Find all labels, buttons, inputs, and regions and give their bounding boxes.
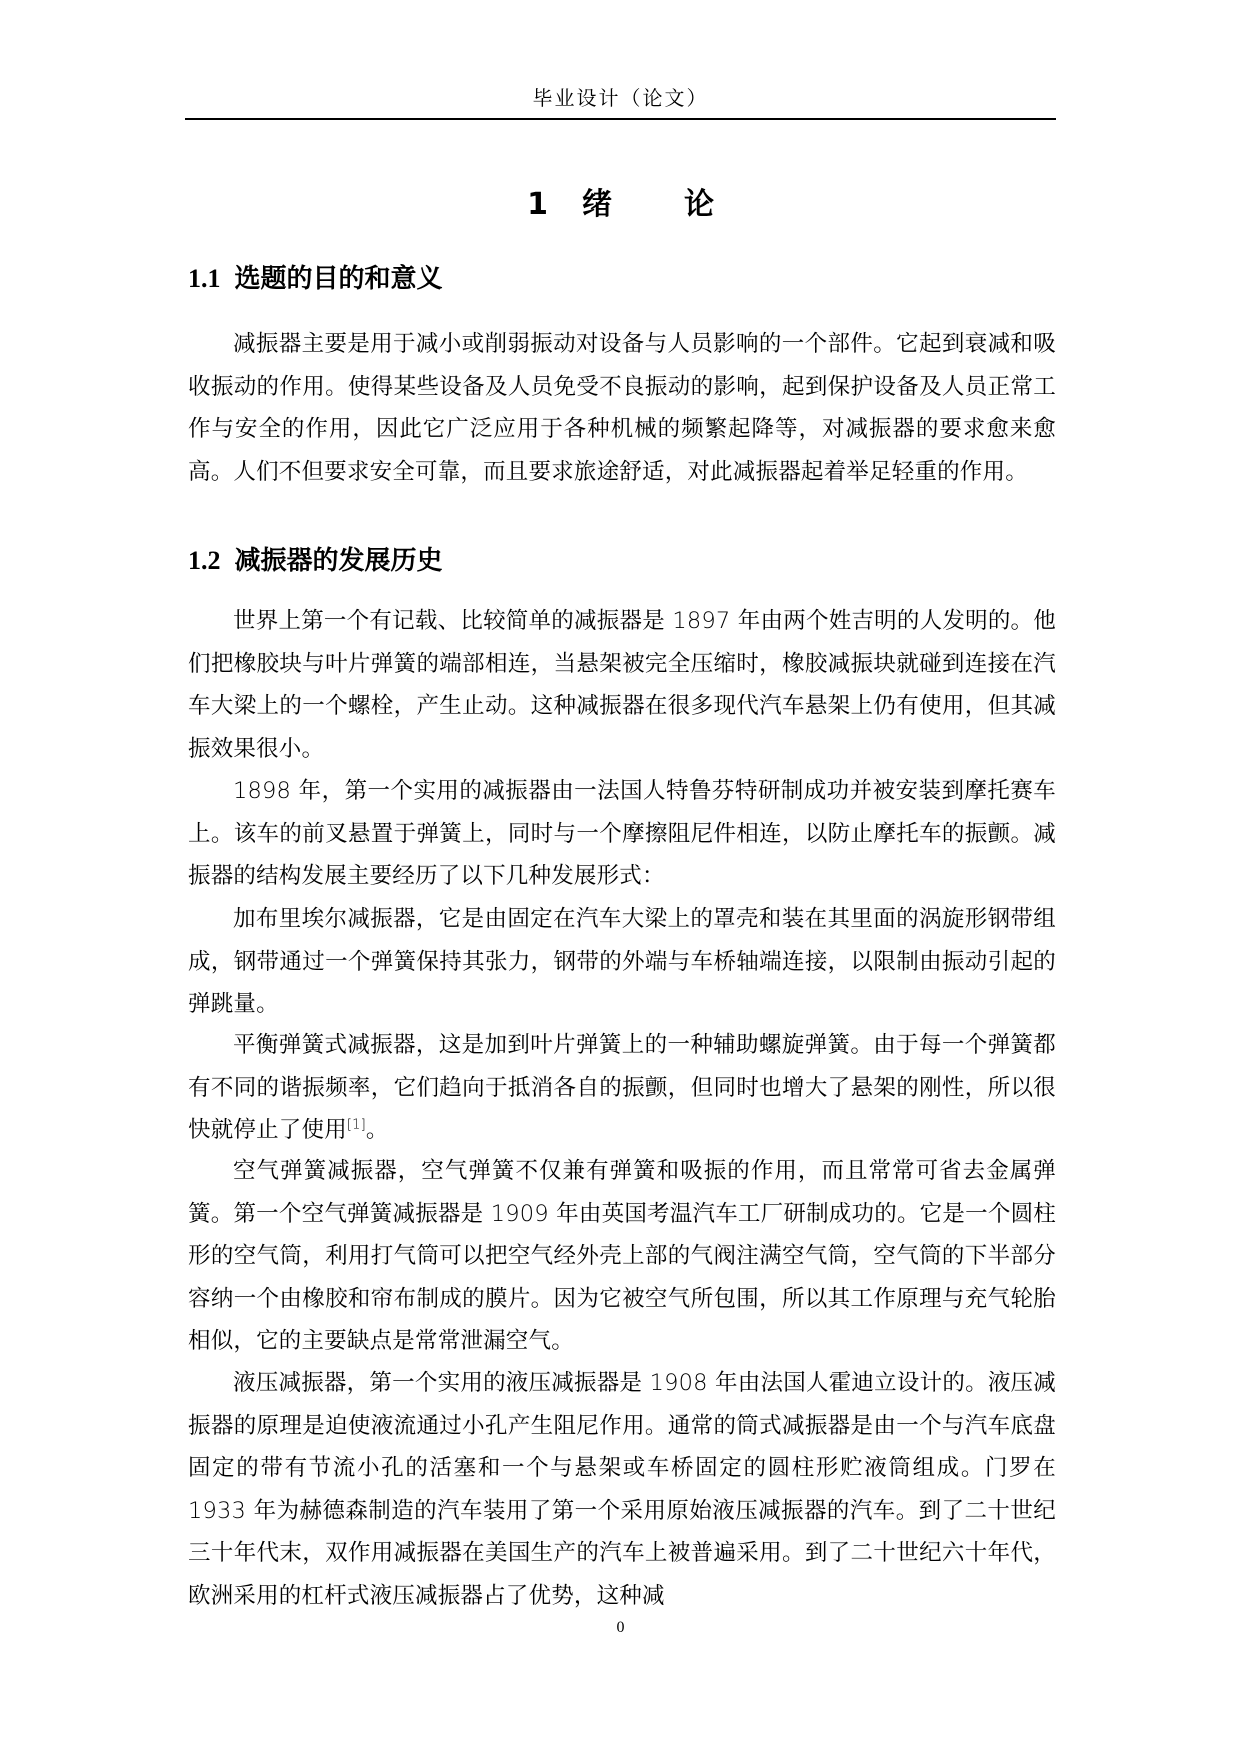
chapter-number: 1 bbox=[527, 187, 548, 222]
section-number: 1.1 bbox=[188, 264, 221, 293]
body-paragraph: 1898 年，第一个实用的减振器由一法国人特鲁芬特研制成功并被安装到摩托赛车上。该车的前叉悬置于弹簧上，同时与一个摩擦阻尼件相连，以防止摩托车的振颤。减振器的结构发展主要经历了以下几种发展形式： bbox=[188, 778, 1056, 889]
body-paragraph: 世界上第一个有记载、比较简单的减振器是 1897 年由两个姓吉明的人发明的。他们把橡胶块与叶片弹簧的端部相连，当悬架被完全压缩时，橡胶减振块就碰到连接在汽车大梁上的一个螺栓，产生止动。这种减振器在很多现代汽车悬架上仍有使用，但其减振效果很小。 bbox=[188, 608, 1056, 762]
body-paragraph: 加布里埃尔减振器，它是由固定在汽车大梁上的罩壳和装在其里面的涡旋形钢带组成，钢带通过一个弹簧保持其张力，钢带的外端与车桥轴端连接，以限制由振动引起的弹跳量。 bbox=[188, 906, 1056, 1017]
section-heading-1-2 bbox=[188, 545, 443, 577]
chapter-title-char-2: 论 bbox=[683, 187, 714, 222]
body-paragraph-with-citation bbox=[188, 1024, 1056, 1152]
section-heading-1-1 bbox=[188, 263, 443, 295]
header-rule bbox=[185, 118, 1056, 120]
section-title-text: 减振器的发展历史 bbox=[234, 546, 443, 576]
body-paragraph: 减振器主要是用于减小或削弱振动对设备与人员影响的一个部件。它起到衰减和吸收振动的作用。使得某些设备及人员免受不良振动的影响，起到保护设备及人员正常工作与安全的作用，因此它广泛应用于各种机械的频繁起降等，对减振器的要求愈来愈高。人们不但要求安全可靠，而且要求旅途舒适，对此减振器起着举足轻重的作用。 bbox=[188, 331, 1056, 485]
body-paragraph: 空气弹簧减振器，空气弹簧不仅兼有弹簧和吸振的作用，而且常常可省去金属弹簧。第一个空气弹簧减振器是 1909 年由英国考温汽车工厂研制成功的。它是一个圆柱形的空气筒，利用打气筒可以把空气经外壳上部的气阀注满空气筒，空气筒的下半部分容纳一个由橡胶和帘布制成的膜片。因为它被空气所包围，所以其工作原理与充气轮胎相似，它的主要缺点是常常泄漏空气。 bbox=[188, 1158, 1056, 1354]
running-header: 毕业设计（论文） bbox=[532, 86, 709, 110]
section-title-text: 选题的目的和意义 bbox=[234, 264, 443, 294]
paragraph-text: 平衡弹簧式减振器，这是加到叶片弹簧上的一种辅助螺旋弹簧。由于每一个弹簧都有不同的谐振频率，它们趋向于抵消各自的振颤，但同时也增大了悬架的刚性，所以很快就停止了使用 bbox=[188, 1032, 1056, 1143]
paragraph-punctuation: 。 bbox=[365, 1117, 389, 1143]
page-number: 0 bbox=[616, 1619, 625, 1636]
chapter-title-char-1: 绪 bbox=[581, 187, 612, 222]
citation-marker: [1] bbox=[346, 1117, 366, 1133]
body-paragraph: 液压减振器，第一个实用的液压减振器是 1908 年由法国人霍迪立设计的。液压减振器的原理是迫使液流通过小孔产生阻尼作用。通常的筒式减振器是由一个与汽车底盘固定的带有节流小孔的活塞和一个与悬架或车桥固定的圆柱形贮液筒组成。门罗在 1933 年为赫德森制造的汽车装用了第一个采用原始液压减振器的汽车。到了二十世纪三十年代末，双作用减振器在美国生产的汽车上被普遍采用。到了二十世纪六十年代，欧洲采用的杠杆式液压减振器占了优势，这种减 bbox=[188, 1370, 1056, 1609]
chapter-title bbox=[185, 185, 1056, 225]
section-number: 1.2 bbox=[188, 546, 221, 575]
